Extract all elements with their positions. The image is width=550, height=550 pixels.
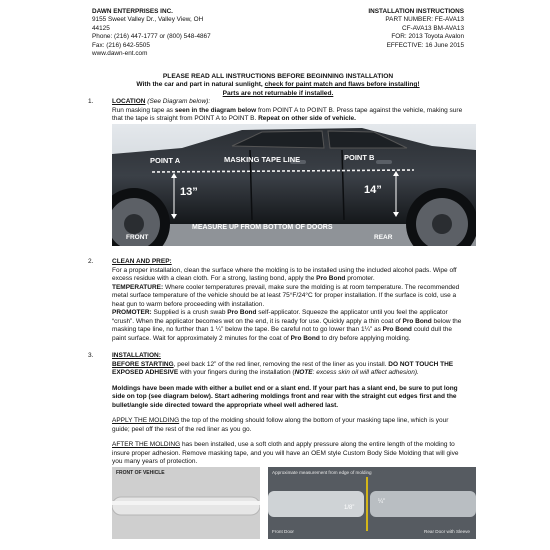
effective-date: EFFECTIVE: 16 June 2015 — [386, 41, 464, 49]
part-codes: CF-AVA13 BM-AVA13 — [401, 24, 464, 32]
gap-measure-1: 1/8” — [344, 505, 355, 511]
measurement-photo — [268, 467, 476, 539]
before-starting-text: BEFORE STARTING, peel back 12” of the red liner, removing the rest of the liner as you install. DO NOT TOUCH THE EXPOSED ADHESIVE with your fingers during the installation (NOTE: excess skin oil will affect adhesion). — [112, 360, 454, 376]
rear-door-label: Rear Door with Sleeve — [424, 529, 470, 534]
promoter-text: PROMOTER: Supplied is a crush swab Pro Bond self-applicator. Squeeze the applicator until you feel the applicator “crush”. When the applicator becomes wet on the end, it is ready for use. Quickly apply a thin coat of Pro Bond below the masking tape line, no further than 1 ¼” below the tape. Be careful not to go lower than 1¼” as Pro Bond could dull the paint surface. Wait for approximately 2 minutes for the coat of Pro Bond to dry before applying molding. — [112, 309, 462, 342]
temperature-text: TEMPERATURE: Where cooler temperatures prevail, make sure the molding is at room temperature. The recommended metal surface temperature of the vehicle should be at least 75°F/24°C for proper installation. If the surface is cold, use a heat gun to warm before proceeding with installation. — [112, 283, 460, 308]
section-heading: LOCATION — [112, 98, 146, 105]
section-clean-prep — [88, 258, 464, 343]
front-photo — [112, 467, 260, 539]
notice-line-2 — [92, 81, 464, 89]
notice-line-3: Parts are not returnable if installed. — [222, 89, 334, 97]
company-block — [92, 8, 211, 58]
measure-instruction: MEASURE UP FROM BOTTOM OF DOORS — [192, 224, 333, 231]
notice-line-1: PLEASE READ ALL INSTRUCTIONS BEFORE BEGINNING INSTALLATION — [162, 73, 394, 80]
point-a-label: POINT A — [150, 156, 181, 165]
front-label: FRONT — [126, 234, 149, 241]
company-phone: Phone: (216) 447-1777 or (800) 548-4867 — [92, 33, 211, 41]
vehicle-fit: FOR: 2013 Toyota Avalon — [391, 33, 464, 41]
section-location — [88, 98, 464, 124]
company-name: DAWN ENTERPRISES INC. — [92, 8, 173, 15]
section-number: 2. — [88, 258, 94, 265]
front-of-vehicle-label: FRONT OF VEHICLE — [116, 470, 165, 476]
rear-label: REAR — [374, 234, 393, 241]
apply-text: APPLY THE MOLDING the top of the molding should follow along the bottom of your masking tape line, which is your guide; peel off the rest of the red liner as you go. — [112, 417, 449, 433]
notice-line-2-underlined: check for paint match and flaws before installing! — [264, 81, 420, 89]
company-fax: Fax: (216) 642-5505 — [92, 41, 150, 49]
approx-measurement-label: Approximate measurement from edge of molding — [272, 470, 372, 475]
header — [92, 8, 464, 78]
left-measurement: 13” — [180, 186, 198, 198]
point-b-label: POINT B — [344, 153, 375, 162]
section-heading: CLEAN AND PREP: — [112, 258, 172, 265]
clean-text: For a proper installation, clean the surface where the molding is to be installed using the included alcohol pads. Wipe off excess residue with a clean cloth. For a strong, lasting bond, apply the Pro Bond promoter. — [112, 266, 457, 282]
front-door-label: Front Door — [272, 529, 294, 534]
section-installation — [88, 352, 464, 467]
section-heading: INSTALLATION: — [112, 352, 161, 359]
moldings-note: Moldings have been made with either a bullet end or a slant end. If your part has a slant end, be sure to put long side on top (see diagram below). Start adhering moldings front and rear with the straight cut edges first and the bullet/angle side directed toward the appropriate wheel well adhered last. — [112, 384, 458, 409]
document-title: INSTALLATION INSTRUCTIONS — [368, 8, 464, 15]
company-address-2: 44125 — [92, 24, 110, 32]
after-text: AFTER THE MOLDING has been installed, use a soft cloth and apply pressure along the entire length of the molding to insure proper adhesion. Remove masking tape, and you will have an OEM style Custom Body Side Molding that will give you many years of protection. — [112, 441, 459, 465]
section-headnote: (See Diagram below): — [145, 98, 211, 105]
notice-line-2-text: With the car and part in natural sunlight, — [136, 81, 265, 89]
right-measurement: 14” — [364, 184, 382, 196]
document-block — [368, 8, 464, 50]
read-notice — [92, 73, 464, 98]
gap-measure-2: ¼” — [378, 499, 386, 505]
company-address-1: 9155 Sweet Valley Dr., Valley View, OH — [92, 16, 204, 24]
section-number: 1. — [88, 98, 94, 105]
section-number: 3. — [88, 352, 94, 359]
location-text: Run masking tape as seen in the diagram below from POINT A to POINT B. Press tape against the vehicle, making sure that the tape is straight from POINT A to POINT B. Repeat on other side of vehicle. — [112, 106, 463, 122]
masking-tape-label: MASKING TAPE LINE — [224, 155, 301, 164]
molding-photo-front — [112, 467, 260, 539]
company-website: www.dawn-ent.com — [92, 50, 148, 58]
location-diagram — [112, 124, 476, 246]
part-number: PART NUMBER: FE-AVA13 — [385, 16, 464, 24]
